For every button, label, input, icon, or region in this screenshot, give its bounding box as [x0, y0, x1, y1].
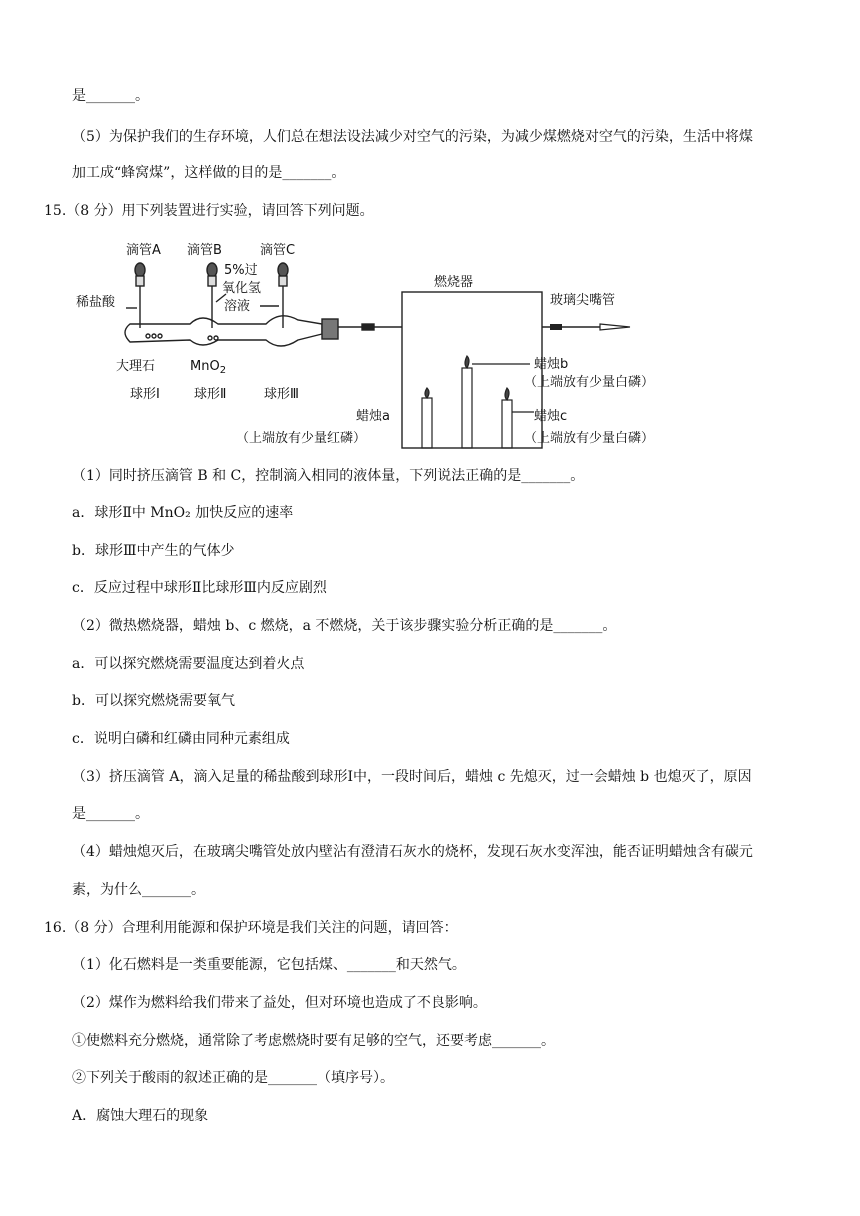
h2o2-label-1: 5%过 [224, 263, 258, 278]
question-16-heading: 16.（8 分）合理利用能源和保护环境是我们关注的问题，请回答： [44, 920, 458, 936]
h2o2-label-2: 氧化氢 [222, 281, 262, 296]
text-line: b．可以探究燃烧需要氧气 [72, 693, 235, 709]
dropper-a [126, 263, 145, 328]
text-line: c．反应过程中球形Ⅱ比球形Ⅲ内反应剧烈 [72, 580, 327, 596]
h2o2-label-3: 溶液 [224, 299, 251, 314]
text-line: ①使燃料充分燃烧，通常除了考虑燃烧时要有足够的空气，还要考虑_______。 [72, 1033, 555, 1049]
candle-c-note: （上端放有少量白磷） [524, 431, 655, 446]
burner-label: 燃烧器 [434, 275, 474, 290]
text-line: （2）煤作为燃料给我们带来了益处，但对环境也造成了不良影响。 [72, 995, 487, 1011]
candle-b-note: （上端放有少量白磷） [524, 375, 655, 390]
text-line: （5）为保护我们的生存环境，人们总在想法设法减少对空气的污染，为减少煤燃烧对空气的污染，生活中将煤 [72, 129, 753, 145]
mno2-label: MnO$_2$ [190, 359, 227, 376]
text-line: （4）蜡烛熄灭后，在玻璃尖嘴管处放内壁沾有澄清石灰水的烧杯，发现石灰水变浑浊，能否证明蜡烛含有碳元 [72, 844, 753, 860]
text-line: a．球形Ⅱ中 MnO₂ 加快反应的速率 [72, 505, 294, 521]
nozzle-label: 玻璃尖嘴管 [550, 293, 616, 308]
text-line: （1）化石燃料是一类重要能源，它包括煤、_______和天然气。 [72, 957, 466, 973]
text-line: 是_______。 [72, 88, 149, 104]
hcl-label: 稀盐酸 [76, 295, 116, 310]
candle-a [422, 388, 432, 448]
text-line: b．球形Ⅲ中产生的气体少 [72, 543, 235, 559]
candle-a-note: （上端放有少量红磷） [236, 431, 367, 446]
bulb-tube [125, 316, 402, 346]
candle-a-label: 蜡烛a [356, 409, 390, 424]
text-line: c．说明白磷和红磷由同种元素组成 [72, 731, 290, 747]
candle-b-label: 蜡烛b [534, 357, 569, 372]
candle-c-label: 蜡烛c [534, 409, 568, 424]
apparatus-svg [70, 228, 700, 456]
text-line: 是_______。 [72, 806, 149, 822]
text-line: a．可以探究燃烧需要温度达到着火点 [72, 656, 305, 672]
bulb-3-label: 球形Ⅲ [264, 387, 299, 402]
candle-b [462, 356, 530, 448]
dropper-a-label: 滴管A [126, 243, 161, 258]
bulb-2-label: 球形Ⅱ [194, 387, 227, 402]
marble-label: 大理石 [116, 359, 156, 374]
text-line: A．腐蚀大理石的现象 [72, 1108, 209, 1124]
dropper-b-label: 滴管B [187, 243, 222, 258]
question-15-heading: 15.（8 分）用下列装置进行实验，请回答下列问题。 [44, 203, 374, 219]
text-line: ②下列关于酸雨的叙述正确的是_______（填序号）。 [72, 1070, 394, 1086]
text-line: （2）微热燃烧器，蜡烛 b、c 燃烧，a 不燃烧，关于该步骤实验分析正确的是_______。 [72, 618, 617, 634]
text-line: （3）挤压滴管 A，滴入足量的稀盐酸到球形Ⅰ中，一段时间后，蜡烛 c 先熄灭，过一会蜡烛 b 也熄灭了，原因 [72, 769, 752, 785]
text-line: 加工成“蜂窝煤”，这样做的目的是_______。 [72, 165, 346, 181]
dropper-c-label: 滴管C [260, 243, 296, 258]
bulb-1-label: 球形Ⅰ [130, 387, 160, 402]
text-line: 素，为什么_______。 [72, 882, 205, 898]
experiment-apparatus-diagram [70, 228, 700, 456]
text-line: （1）同时挤压滴管 B 和 C，控制滴入相同的液体量，下列说法正确的是_______。 [72, 468, 585, 484]
